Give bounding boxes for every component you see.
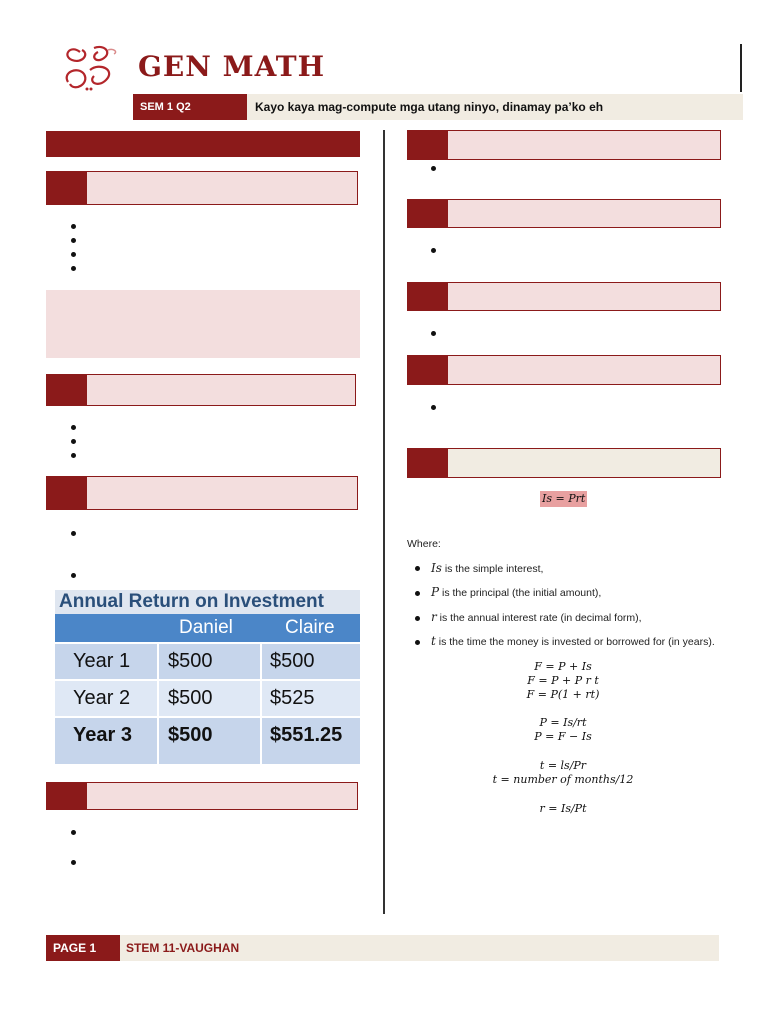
section-header-8 — [407, 355, 721, 385]
section-tab — [408, 200, 448, 227]
bullet — [431, 331, 436, 336]
section-header-6 — [407, 199, 721, 228]
bullet — [431, 166, 436, 171]
table-cell: $500 — [168, 650, 213, 672]
equation: P = Is/rt — [539, 716, 587, 729]
tagline: Kayo kaya mag-compute mga utang ninyo, dinamay pa’ko eh — [247, 94, 743, 120]
table-cell: $500 — [270, 650, 315, 672]
bullet — [71, 425, 76, 430]
table-row — [55, 679, 360, 716]
bullet — [415, 616, 420, 621]
section-header-formula — [407, 448, 721, 478]
left-banner — [46, 131, 360, 157]
definition-r: r is the annual interest rate (in decimal form), — [431, 610, 642, 624]
roi-table — [55, 590, 360, 764]
section-header-1 — [46, 171, 358, 205]
equation: t = number of months/12 — [492, 773, 634, 786]
bullet — [71, 531, 76, 536]
page-number: PAGE 1 — [46, 935, 120, 961]
bullet — [71, 266, 76, 271]
section-tab — [47, 783, 87, 809]
semester-label: SEM 1 Q2 — [133, 94, 247, 120]
section-name: STEM 11-VAUGHAN — [120, 935, 719, 961]
bullet — [415, 591, 420, 596]
definition-t: t is the time the money is invested or borrowed for (in years). — [431, 634, 715, 648]
table-row — [55, 642, 360, 679]
equation: F = P(1 + rt) — [526, 688, 600, 701]
definition-is: Is is the simple interest, — [431, 561, 544, 575]
bullet — [415, 640, 420, 645]
where-label: Where: — [407, 538, 441, 550]
section-tab — [47, 172, 87, 204]
simple-interest-formula: Is = Prt — [542, 492, 586, 505]
equation: P = F − Is — [534, 730, 592, 743]
section-tab — [408, 356, 448, 384]
definition-p: P is the principal (the initial amount), — [431, 585, 602, 599]
logo-icon — [60, 42, 122, 96]
table-cell: Year 3 — [73, 724, 132, 746]
section-header-2 — [46, 374, 356, 406]
section-tab — [47, 375, 87, 405]
column-divider — [383, 130, 385, 914]
bullet — [71, 252, 76, 257]
bullet — [431, 405, 436, 410]
bullet — [71, 453, 76, 458]
table-cell: Year 1 — [73, 650, 131, 672]
table-cell: Year 2 — [73, 687, 131, 709]
table-cell: $500 — [168, 724, 213, 746]
table-row — [55, 716, 360, 764]
header-divider — [740, 44, 742, 92]
section-header-7 — [407, 282, 721, 311]
section-header-3 — [46, 476, 358, 510]
note-box — [46, 290, 360, 358]
bullet — [71, 860, 76, 865]
equation: t = ls/Pr — [539, 759, 587, 772]
bullet — [71, 830, 76, 835]
section-tab — [408, 283, 448, 310]
equation: F = P + P r t — [527, 674, 599, 687]
equation: F = P + Is — [534, 660, 592, 673]
page-title: GEN MATH — [138, 50, 326, 83]
section-header-5 — [407, 130, 721, 160]
column-header: Claire — [285, 617, 335, 638]
bullet — [71, 224, 76, 229]
section-tab — [408, 131, 448, 159]
table-cell: $551.25 — [270, 724, 343, 746]
bullet — [71, 238, 76, 243]
section-header-4 — [46, 782, 358, 810]
column-divider — [157, 642, 159, 764]
column-header: Daniel — [179, 617, 233, 638]
bullet — [71, 439, 76, 444]
roi-table-title: Annual Return on Investment — [55, 590, 360, 614]
bullet — [71, 573, 76, 578]
table-cell: $525 — [270, 687, 315, 709]
equation: r = Is/Pt — [539, 802, 587, 815]
table-cell: $500 — [168, 687, 213, 709]
section-tab — [408, 449, 448, 477]
bullet — [431, 248, 436, 253]
roi-table-header — [55, 614, 360, 642]
bullet — [415, 566, 420, 571]
section-tab — [47, 477, 87, 509]
column-divider — [260, 642, 262, 764]
